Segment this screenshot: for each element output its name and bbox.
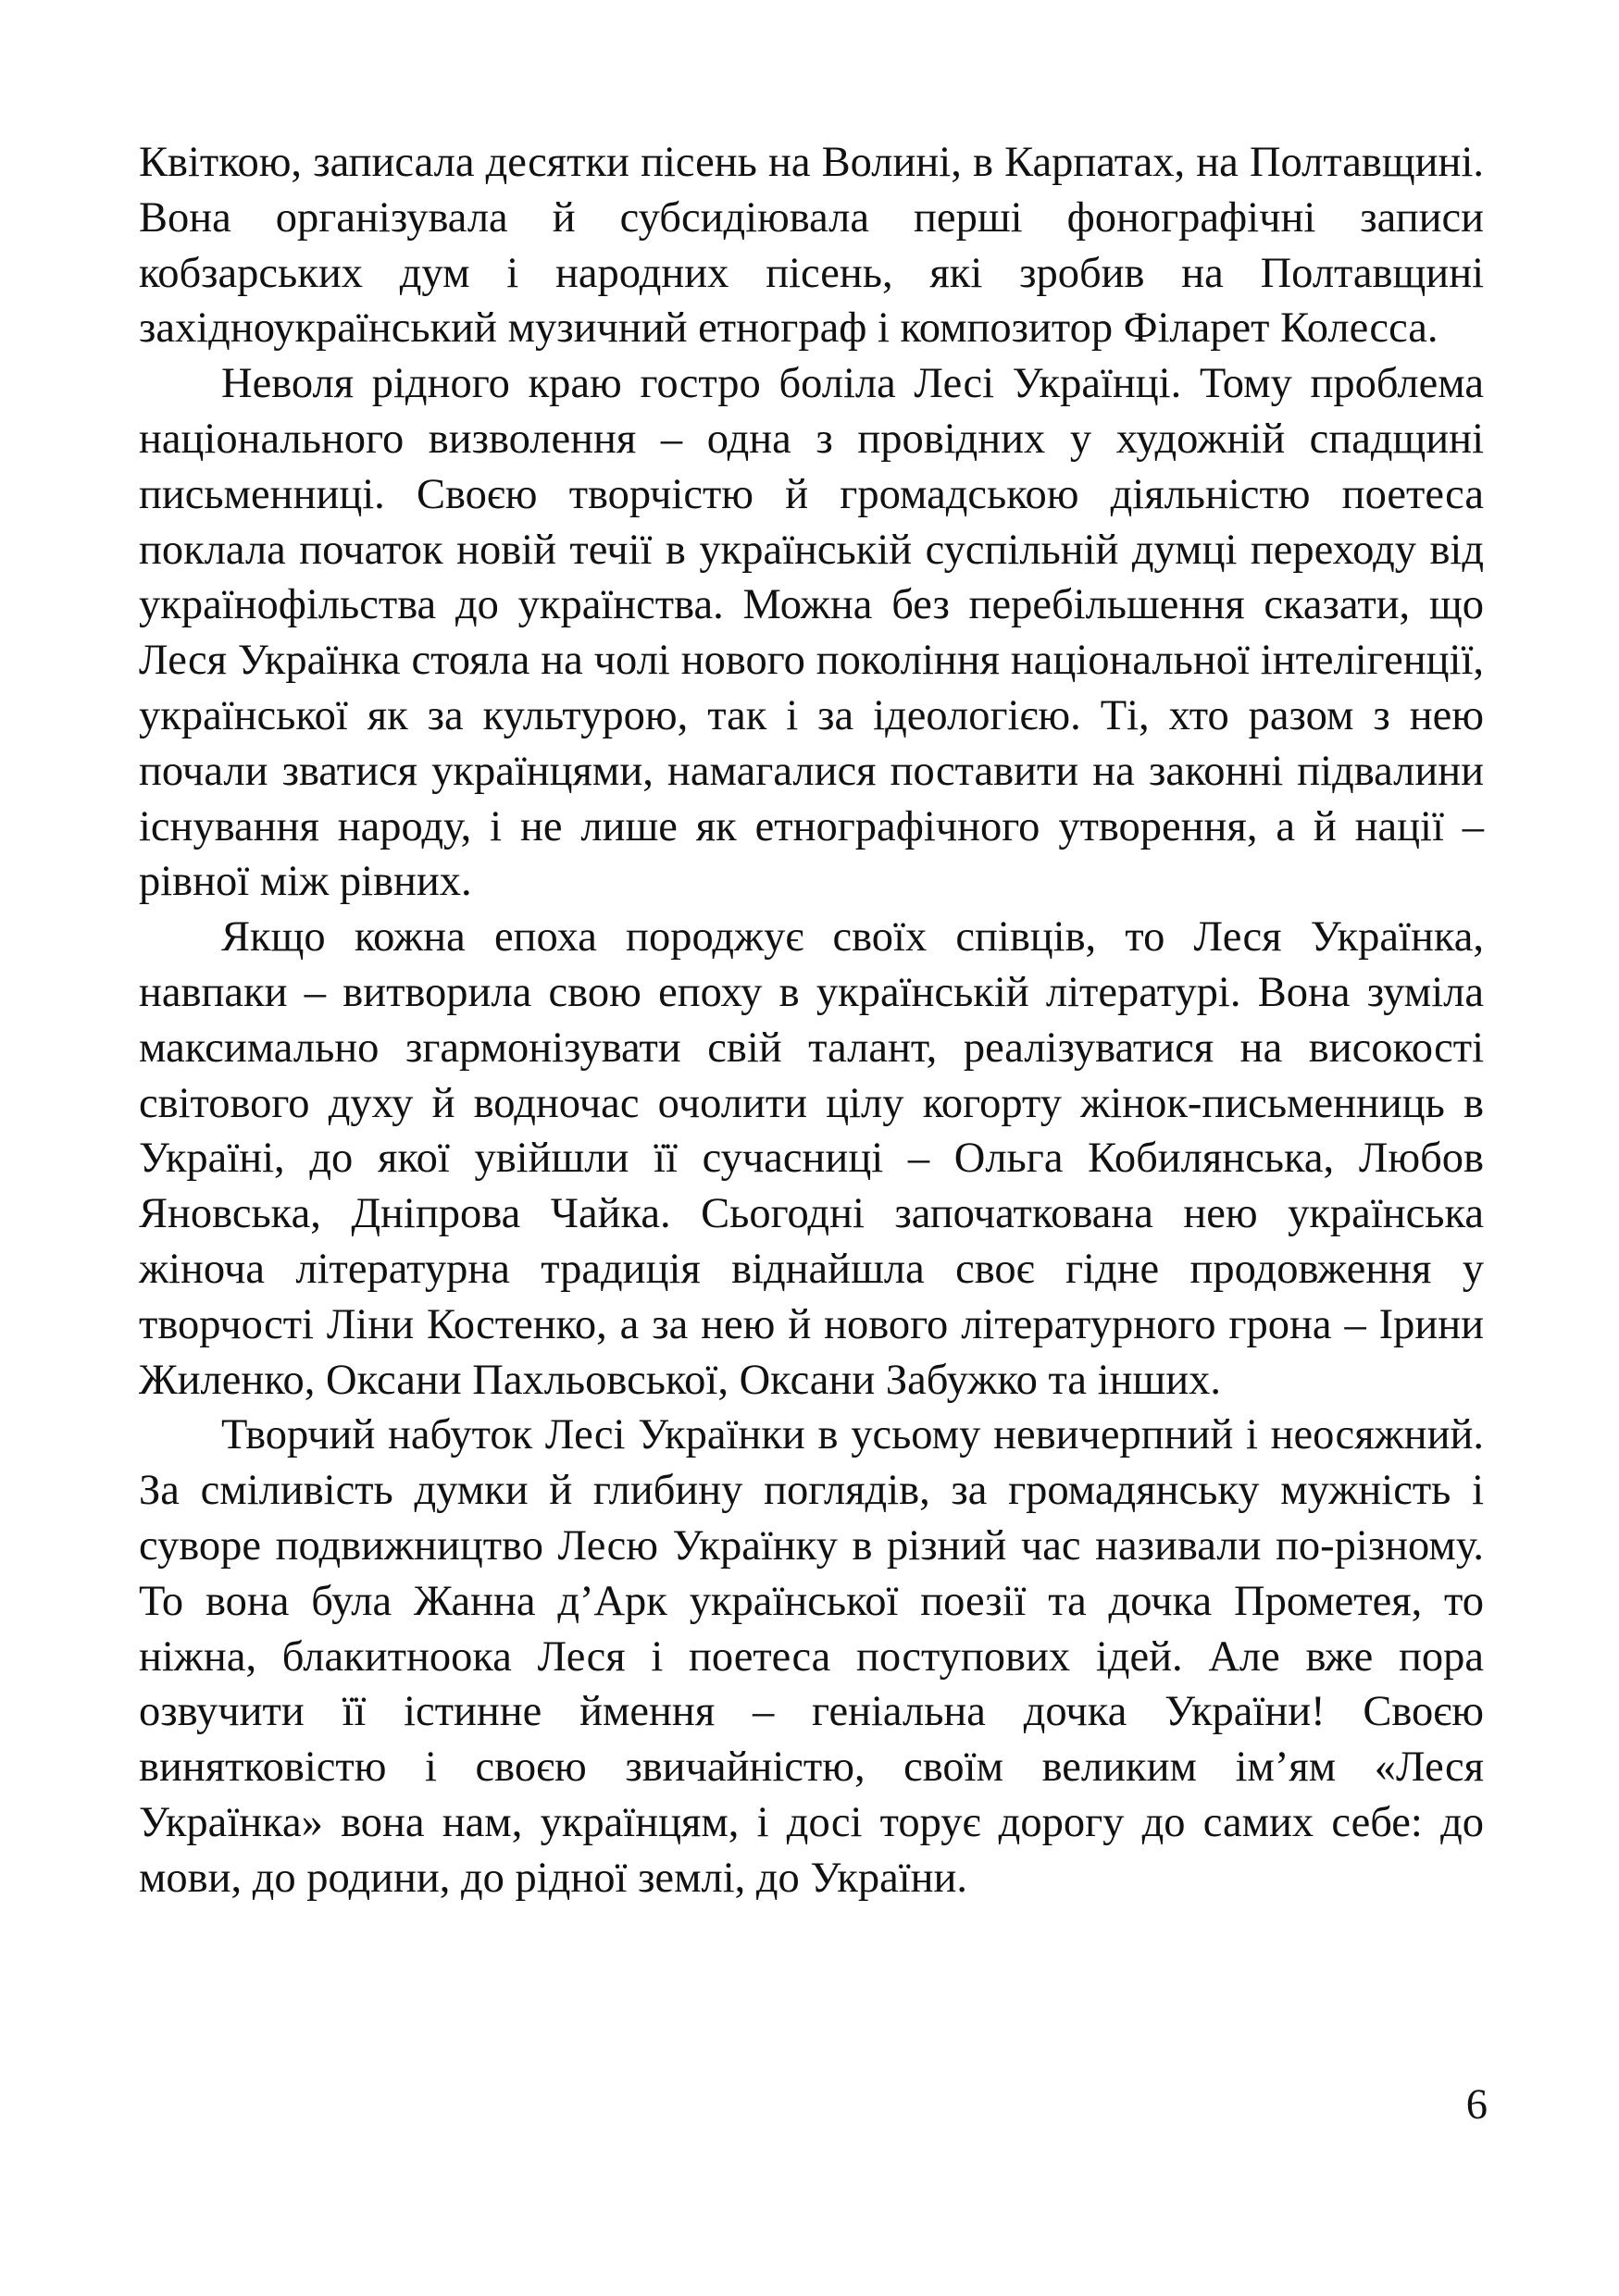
paragraph: Творчий набуток Лесі Українки в усьому невичерпний і неосяжний. За сміливість думки й глибину поглядів, за громадянську мужність і суворе подвижництво Лесю Українку в різний час називали по-різному. То вона була Жанна д’Арк української поезії та дочка Прометея, то ніжна, блакитноока Леся і поетеса поступових ідей. Але вже пора озвучити її істинне ймення – геніальна дочка України! Своєю винятковістю і своєю звичайністю, своїм великим ім’ям «Леся Українка» вона нам, українцям, і досі торує дорогу до самих себе: до мови, до родини, до рідної землі, до України. <box>139 1411 1484 1902</box>
body-text <box>139 135 1484 1906</box>
paragraph-continuation: Квіткою, записала десятки пісень на Волині, в Карпатах, на Полтавщині. Вона організувала й субсидіювала перші фонографічні записи кобзарських дум і народних пісень, які зробив на Полтавщині західноукраїнський музичний етнограф і композитор Філарет Колесса. <box>139 139 1484 353</box>
paragraph: Неволя рідного краю гостро боліла Лесі Українці. Тому проблема національного визволення – одна з провідних у художній спадщині письменниці. Своєю творчістю й громадською діяльністю поетеса поклала початок новій течії в українській суспільній думці переходу від українофільства до українства. Можна без перебільшення сказати, що Леся Українка стояла на чолі нового покоління національної інтелігенції, української як за культурою, так і за ідеологією. Ті, хто разом з нею почали зватися українцями, намагалися поставити на законні підвалини існування народу, і не лише як етнографічного утворення, а й нації – рівної між рівних. <box>139 360 1484 906</box>
page-number: 6 <box>1465 2081 1488 2128</box>
paragraph: Якщо кожна епоха породжує своїх співців, то Леся Українка, навпаки – витворила свою епоху в українській літературі. Вона зуміла максимально згармонізувати свій талант, реалізуватися на високості світового духу й водночас очолити цілу когорту жінок-письменниць в Україні, до якої увійшли її сучасниці – Ольга Кобилянська, Любов Яновська, Дніпрова Чайка. Сьогодні започаткована нею українська жіноча літературна традиція віднайшла своє гідне продовження у творчості Ліни Костенко, а за нею й нового літературного грона – Ірини Жиленко, Оксани Пахльовської, Оксани Забужко та інших. <box>139 913 1484 1404</box>
